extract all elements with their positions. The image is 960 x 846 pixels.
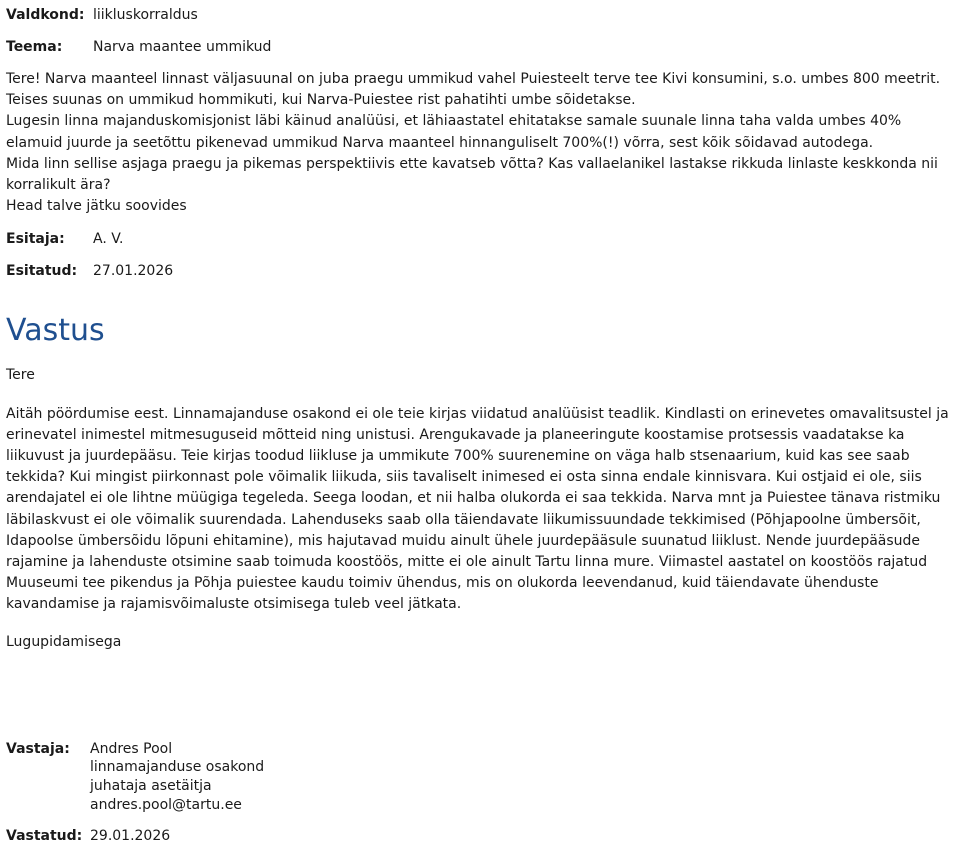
- topic-row: [6, 37, 954, 57]
- submitted-date-label: Esitatud:: [6, 263, 78, 280]
- submitter-row: [6, 229, 954, 249]
- inquiry-page: [6, 0, 954, 846]
- submitted-date-value: 27.01.2026: [93, 263, 174, 280]
- replied-date-label: Vastatud:: [6, 828, 83, 845]
- replier-email: andres.pool@tartu.ee: [90, 796, 242, 813]
- question-paragraph: Tere! Narva maanteel linnast väljasuunal on juba praegu ummikud vahel Puiesteelt terve tee Kivi konsumini, s.o. umbes 800 meetrit. Teises suunas on ummikud hommikuti, kui Narva-Puiestee rist pahatihti umbe sõidetakse.: [6, 71, 941, 109]
- replier-details: [90, 740, 264, 814]
- question-text: [6, 69, 954, 217]
- answer-greeting: Tere: [6, 367, 35, 384]
- answer-body: Aitäh pöördumise eest. Linnamajanduse osakond ei ole teie kirjas viidatud analüüsist teadlik. Kindlasti on erinevetes omavalitsustel ja erinevatel inimestel mitmesuguseid mõtteid ning unistusi. Arengukavade ja planeeringute koostamise protsessis vaadatakse ka liikuvust ja juurdepääsu. Teie kirjas toodud liikluse ja ummikute 700% suurenemine on väga halb stsenaarium, kuid kas see saab tekkida? Kui mingist piirkonnast pole võimalik liikuda, siis tavaliselt inimesed ei osta sinna endale kinnisvara. Kui ostjaid ei ole, siis arendajatel ei ole lihtne müügiga tegeleda. Seega loodan, et nii halba olukorda ei saa tekkida. Narva mnt ja Puiestee tänava ristmiku läbilaskvust ei ole võimalik suurendada. Lahenduseks saab olla täiendavate liikumissuundade tekkimised (Põhjapoolne ümbersõit, Idapoolse ümbersõidu lõpuni ehitamine), mis hajutavad muidu ainult ühele juurdepääsule suunatud liiklust. Nende juurdepääsude rajamine ja lahenduste otsimine saab toimuda koostöös, mitte ei ole ainult Tartu linna mure. Viimastel aastatel on koostöös rajatud Muuseumi tee pikendus ja Põhja puiestee kaudu toimiv ühendus, mis on olukorda leevendanud, kuid täiendavate ühenduste kavandamise ja rajamisvõimaluste otsimisega tuleb veel jätkata.: [6, 405, 949, 613]
- answer-closing: Lugupidamisega: [6, 633, 122, 650]
- field-label: Valdkond:: [6, 7, 85, 23]
- replier-label: Vastaja:: [6, 740, 70, 757]
- field-value: liikluskorraldus: [93, 7, 198, 23]
- replier-name: Andres Pool: [90, 740, 173, 757]
- question-paragraph: Mida linn sellise asjaga praegu ja pikemas perspektiivis ette kavatseb võtta? Kas vallaelanikel lastakse rikkuda linlaste keskkonda nii korralikult ära?: [6, 155, 938, 194]
- replier-department: linnamajanduse osakond: [90, 759, 265, 776]
- topic-value: Narva maantee ummikud: [93, 39, 272, 55]
- field-row: [6, 5, 954, 25]
- submitted-date-row: [6, 261, 954, 281]
- replied-date-row: [6, 826, 954, 846]
- replied-date-value: 29.01.2026: [90, 828, 171, 845]
- submitter-value: A. V.: [93, 231, 124, 248]
- replier-row: [6, 740, 954, 814]
- question-paragraph: Head talve jätku soovides: [6, 198, 187, 215]
- answer-heading: Vastus: [6, 313, 105, 349]
- replier-position: juhataja asetäitja: [90, 778, 212, 795]
- answer-text: [6, 365, 954, 652]
- question-paragraph: Lugesin linna majanduskomisjonist läbi käinud analüüsi, et lähiaastatel ehitatakse samale suunale linna taha valda umbes 40% elamuid juurde ja seetõttu pikenevad ummikud Narva maanteel hinnanguliselt 700%(!) võrra, sest kõik sõidavad autodega.: [6, 113, 902, 151]
- submitter-label: Esitaja:: [6, 231, 65, 248]
- topic-label: Teema:: [6, 39, 63, 55]
